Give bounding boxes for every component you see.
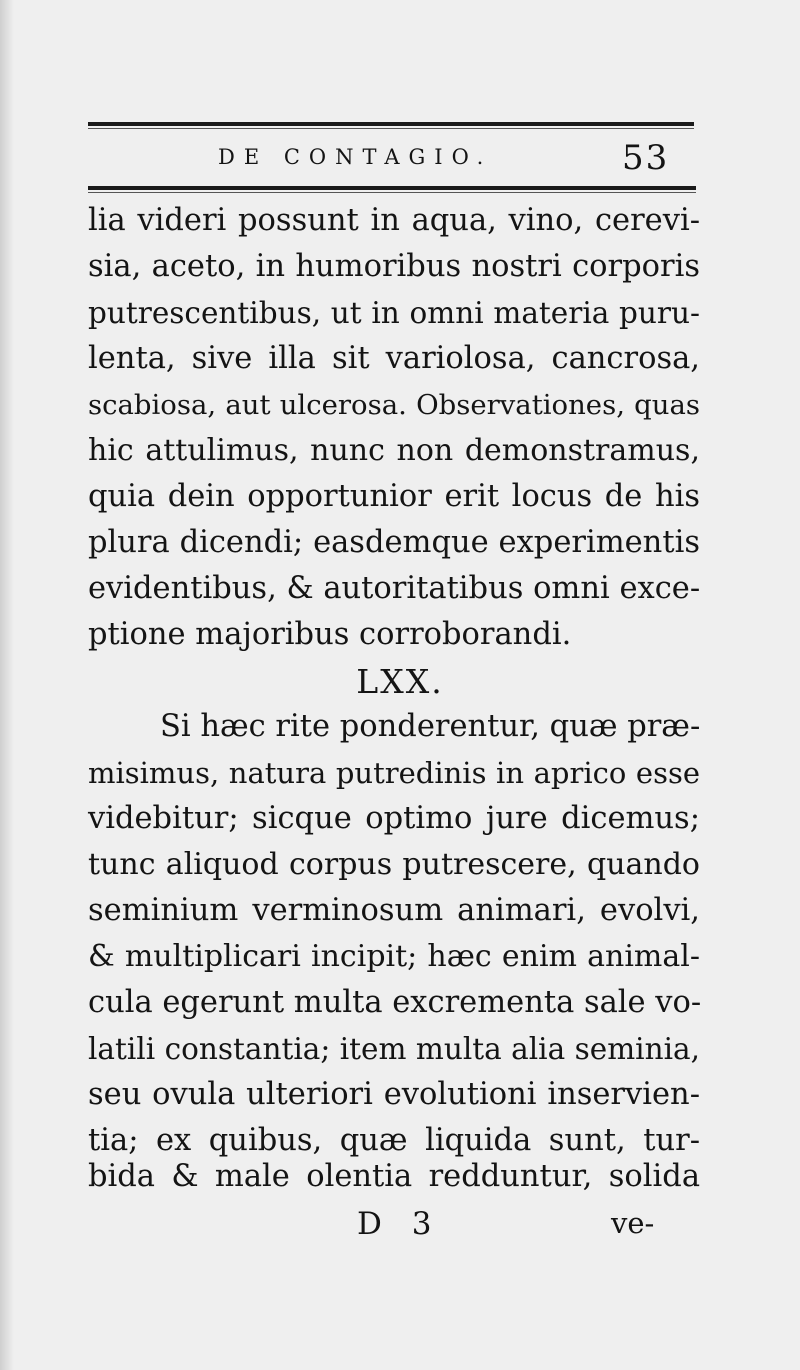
text-line: ptione majoribus corroborandi.	[88, 617, 572, 652]
text-line: & multiplicari incipit; hæc enim animal-	[88, 939, 700, 974]
text-line: scabiosa, aut ulcerosa. Observationes, quas	[88, 389, 700, 421]
catchword: ve-	[611, 1206, 655, 1240]
text-line: evidentibus, & autoritatibus omni exce-	[88, 571, 701, 606]
text-line: videbitur; sicque optimo jure dicemus;	[88, 801, 700, 836]
header-rule-top	[88, 122, 694, 126]
text-line: putrescentibus, ut in omni materia puru-	[88, 296, 700, 330]
text-line: latili constantia; item multa alia seminia,	[88, 1032, 700, 1066]
header-rule-top-thin	[88, 128, 694, 129]
text-line: hic attulimus, nunc non demonstramus,	[88, 433, 700, 468]
text-line: cula egerunt multa excrementa sale vo-	[88, 985, 702, 1020]
signature-mark: D 3	[357, 1206, 442, 1242]
text-line: lenta, sive illa sit variolosa, cancrosa,	[88, 341, 700, 376]
running-head: DE CONTAGIO.	[218, 145, 493, 169]
text-line: plura dicendi; easdemque experimentis	[88, 525, 700, 560]
text-line: misimus, natura putredinis in aprico esse	[88, 756, 700, 790]
page-number: 53	[622, 138, 670, 178]
text-line: sia, aceto, in humoribus nostri corporis	[88, 249, 700, 284]
text-line: tia; ex quibus, quæ liquida sunt, tur-	[88, 1123, 700, 1158]
text-line: seminium verminosum animari, evolvi,	[88, 893, 700, 928]
header-rule-bottom-thin	[88, 192, 696, 193]
text-line: bida & male olentia redduntur, solida	[88, 1159, 700, 1194]
text-line: quia dein opportunior erit locus de his	[88, 479, 700, 514]
text-line: lia videri possunt in aqua, vino, cerevi-	[88, 203, 700, 238]
section-number: LXX.	[356, 662, 444, 701]
text-line: seu ovula ulteriori evolutioni inservien-	[88, 1077, 700, 1112]
header-rule-bottom	[88, 186, 696, 190]
text-line: tunc aliquod corpus putrescere, quando	[88, 847, 700, 882]
text-line: Si hæc rite ponderentur, quæ præ-	[160, 709, 701, 744]
